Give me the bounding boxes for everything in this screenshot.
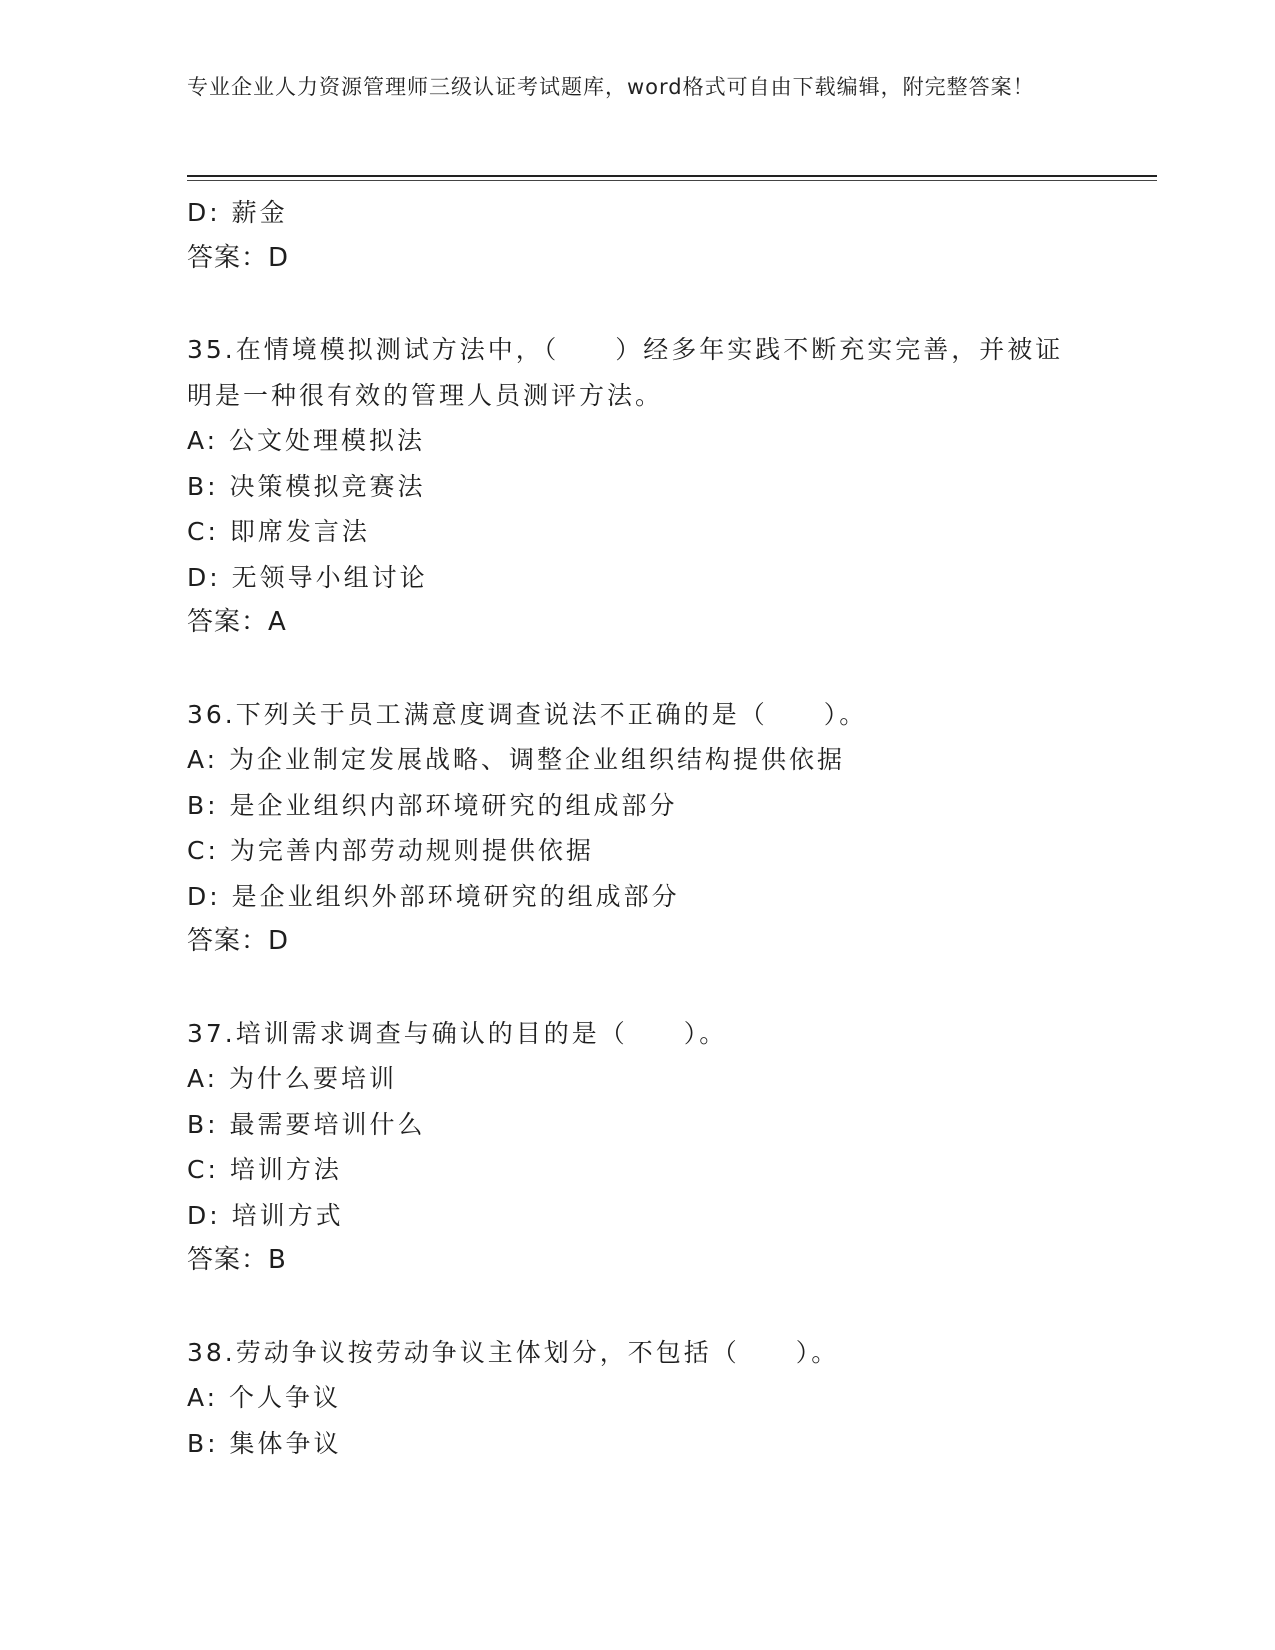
spacer	[187, 281, 1087, 327]
header-divider-thick	[187, 175, 1157, 177]
option-b: B: 是企业组织内部环境研究的组成部分	[187, 790, 678, 820]
option-a: A: 公文处理模拟法	[187, 426, 426, 455]
spacer	[187, 1284, 1087, 1330]
page-header: 专业企业人力资源管理师三级认证考试题库，word格式可自由下载编辑，附完整答案！	[187, 75, 1035, 99]
option-c: C: 为完善内部劳动规则提供依据	[187, 836, 594, 865]
question-stem: 35.在情境模拟测试方法中，（ ）经多年实践不断充实完善，并被证明是一种很有效的管理人员测评方法。	[187, 335, 1064, 410]
option-a: A: 个人争议	[187, 1383, 342, 1412]
option-a: A: 为什么要培训	[187, 1064, 398, 1093]
option-d: D: 是企业组织外部环境研究的组成部分	[187, 881, 680, 911]
option-c: C: 培训方法	[187, 1155, 342, 1184]
option-b: B: 最需要培训什么	[187, 1109, 426, 1139]
option-d: D: 无领导小组讨论	[187, 562, 428, 592]
answer-line: 答案：D	[187, 242, 290, 273]
question-stem: 37.培训需求调查与确认的目的是（ ）。	[187, 1018, 728, 1048]
option-c: C: 即席发言法	[187, 517, 370, 546]
spacer	[187, 646, 1087, 692]
option-b: B: 集体争议	[187, 1428, 342, 1458]
option-d: D: 薪金	[187, 198, 288, 227]
option-b: B: 决策模拟竞赛法	[187, 471, 426, 501]
question-content	[187, 190, 1087, 1466]
answer-line: 答案：D	[187, 926, 290, 956]
answer-line: 答案：A	[187, 607, 287, 637]
option-d: D: 培训方式	[187, 1200, 344, 1230]
question-stem: 38.劳动争议按劳动争议主体划分，不包括（ ）。	[187, 1337, 840, 1367]
question-stem: 36.下列关于员工满意度调查说法不正确的是（ ）。	[187, 699, 868, 729]
spacer	[187, 965, 1087, 1011]
answer-line: 答案：B	[187, 1245, 287, 1275]
header-divider-thin	[187, 180, 1157, 181]
option-a: A: 为企业制定发展战略、调整企业组织结构提供依据	[187, 745, 846, 774]
